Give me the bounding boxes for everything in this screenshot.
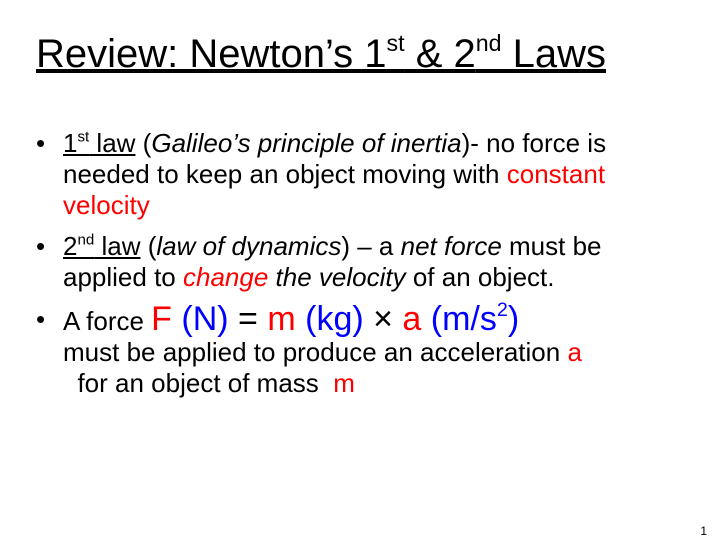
force-description: must be applied to produce an acceleration xyxy=(63,337,568,367)
title-text: Review: Newton’s 1 xyxy=(36,32,387,76)
the-velocity-text: the velocity xyxy=(275,262,406,292)
bullet-first-law xyxy=(36,128,676,221)
first-law-ordinal: 1 xyxy=(63,128,78,158)
first-law-label xyxy=(63,128,135,158)
unit-newton: (N) xyxy=(171,300,229,338)
bullet-marker: • xyxy=(36,128,46,158)
second-law-ordinal-sup: nd xyxy=(77,231,95,249)
times-sign: × xyxy=(363,300,403,338)
force-lead: A force xyxy=(63,306,152,336)
second-law-paren: ( xyxy=(140,231,157,261)
title-amp: & 2 xyxy=(404,32,476,76)
first-law-word: law xyxy=(89,128,136,158)
galileo-principle: Galileo’s principle of inertia xyxy=(151,128,462,158)
unit-exponent: 2 xyxy=(496,299,508,322)
symbol-F: F xyxy=(151,300,172,338)
space xyxy=(268,262,275,292)
bullet-force-equation xyxy=(36,299,676,399)
bullet-marker: • xyxy=(36,231,46,261)
slide-title xyxy=(36,30,606,78)
acceleration-symbol: a xyxy=(567,337,582,367)
second-law-dash: ) – a xyxy=(341,231,401,261)
unit-ms-open: (m/s xyxy=(421,300,497,338)
bullet-list xyxy=(36,128,676,399)
bullet-second-law xyxy=(36,231,676,293)
first-law-description: )- no force is needed to keep an object moving with xyxy=(63,128,607,189)
unit-kg: (kg) xyxy=(295,300,364,338)
symbol-m: m xyxy=(267,300,296,338)
bullet-marker: • xyxy=(36,304,46,334)
law-of-dynamics: law of dynamics xyxy=(156,231,342,261)
first-law-ordinal-sup: st xyxy=(77,128,90,146)
change-text: change xyxy=(182,262,269,292)
title-tail: Laws xyxy=(501,32,607,76)
title-sup-st: st xyxy=(386,29,405,56)
unit-ms-close: ) xyxy=(507,300,520,338)
second-law-end: of an object. xyxy=(405,262,555,292)
second-law-label xyxy=(63,231,141,261)
second-law-description: must be applied to xyxy=(63,231,602,292)
constant-velocity-text: constant velocity xyxy=(63,159,606,220)
equals-sign: = xyxy=(228,300,268,338)
title-sup-nd: nd xyxy=(475,29,502,56)
mass-symbol: m xyxy=(333,368,355,398)
net-force-text: net force xyxy=(400,231,502,261)
force-equation xyxy=(63,299,520,338)
symbol-a: a xyxy=(402,300,422,338)
unit-m-per-s2 xyxy=(421,300,519,338)
page-number: 1 xyxy=(700,524,707,538)
second-law-ordinal: 2 xyxy=(63,231,78,261)
first-law-paren: ( xyxy=(135,128,152,158)
second-law-word: law xyxy=(94,231,141,261)
mass-text: for an object of mass xyxy=(63,368,334,398)
